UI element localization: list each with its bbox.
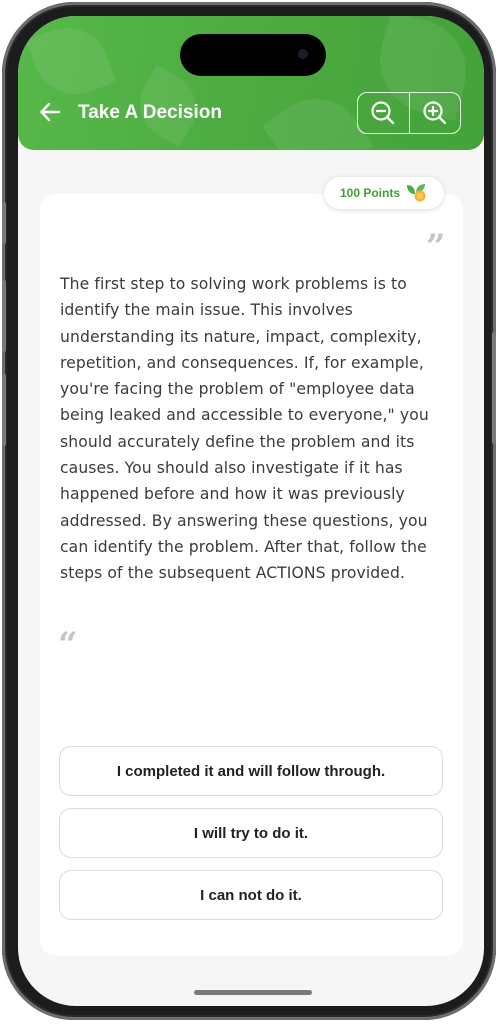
option-cannot-button[interactable]: I can not do it. [59, 870, 443, 920]
camera-icon [298, 49, 308, 59]
points-badge [324, 177, 444, 209]
home-indicator[interactable] [194, 990, 312, 995]
option-completed-button[interactable]: I completed it and will follow through. [59, 746, 443, 796]
zoom-out-icon [370, 100, 396, 126]
page-title: Take A Decision [78, 102, 222, 123]
phone-frame [2, 2, 496, 1020]
silent-switch [2, 202, 6, 244]
arrow-left-icon [39, 101, 61, 123]
app-header [18, 16, 484, 150]
volume-down-button [2, 374, 6, 446]
opening-quote-icon: “ [58, 625, 78, 665]
screen [18, 16, 484, 1006]
plant-coin-icon [406, 183, 428, 203]
power-button [492, 332, 496, 444]
zoom-controls [357, 92, 461, 134]
option-will-try-button[interactable]: I will try to do it. [59, 808, 443, 858]
volume-up-button [2, 280, 6, 352]
closing-quote-icon: ” [426, 227, 446, 267]
zoom-in-button[interactable] [409, 93, 461, 133]
zoom-out-button[interactable] [358, 93, 409, 133]
decision-text: The first step to solving work problems is to identify the main issue. This involves understanding its nature, impact, complexity, repetition, and consequences. If, for example, you're facing the problem of "employee data being leaked and accessible to everyone," you should accurately define the problem and its causes. You should also investigate if it has happened before and how it was previously addressed. By answering these questions, you can identify the problem. After that, follow the steps of the subsequent ACTIONS provided. [60, 275, 429, 583]
back-button[interactable] [38, 100, 62, 124]
zoom-in-icon [422, 100, 448, 126]
dynamic-island [180, 34, 326, 76]
points-label: 100 Points [339, 186, 401, 200]
